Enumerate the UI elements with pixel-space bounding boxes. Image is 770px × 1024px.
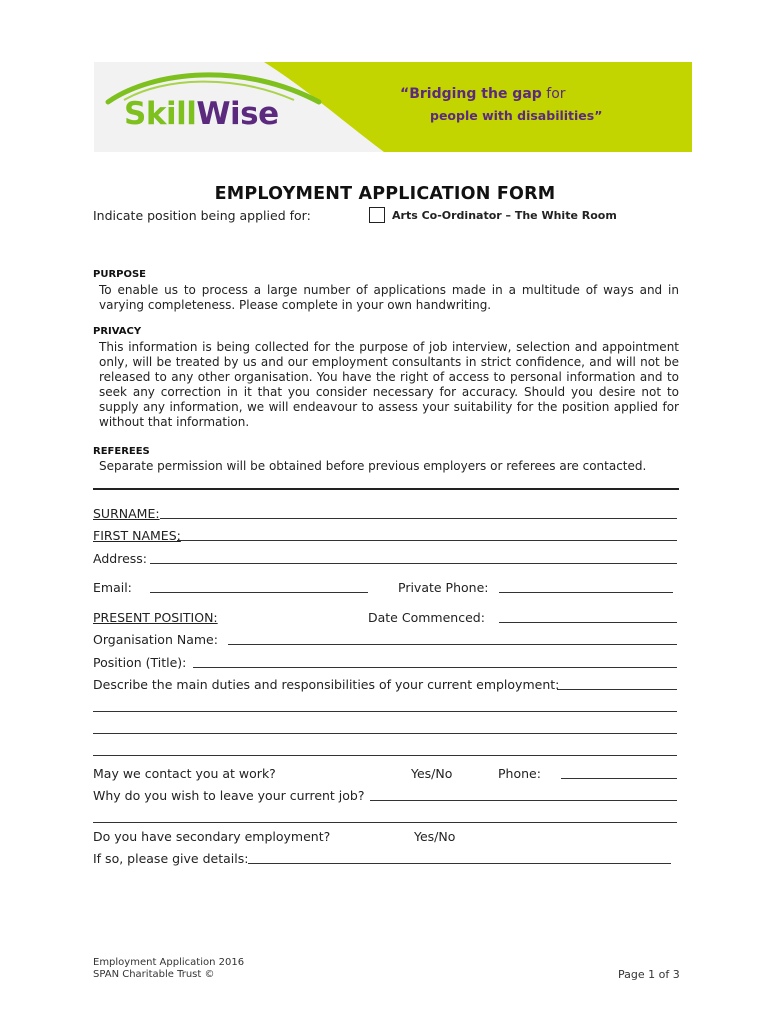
private-phone-label: Private Phone: <box>398 580 489 595</box>
email-field[interactable] <box>150 592 368 593</box>
purpose-text: To enable us to process a large number of applications made in a multitude of ways and in varying completeness. Please complete in your own handwriting. <box>99 283 679 312</box>
why-leave-label: Why do you wish to leave your current job? <box>93 788 365 803</box>
contact-at-work-yes-no[interactable]: Yes/No <box>411 766 453 781</box>
duties-field-1[interactable] <box>557 689 677 690</box>
secondary-employment-label: Do you have secondary employment? <box>93 829 331 844</box>
duties-label: Describe the main duties and responsibilities of your current employment: <box>93 677 560 692</box>
skillwise-logo <box>124 96 279 132</box>
present-position-label: PRESENT POSITION: <box>93 610 218 625</box>
date-commenced-field[interactable] <box>499 622 677 623</box>
contact-at-work-label: May we contact you at work? <box>93 766 276 781</box>
position-option-label: Arts Co-Ordinator – The White Room <box>392 209 617 222</box>
organisation-name-label: Organisation Name: <box>93 632 218 647</box>
address-field[interactable] <box>150 563 677 564</box>
duties-field-3[interactable] <box>93 733 677 734</box>
tagline-line2: people with disabilities” <box>430 108 603 123</box>
logo-wise: Wise <box>196 96 279 132</box>
email-label: Email: <box>93 580 132 595</box>
section-divider <box>93 488 679 490</box>
quote-open: “ <box>400 86 410 102</box>
referees-text: Separate permission will be obtained before previous employers or referees are contacted. <box>99 459 647 473</box>
organisation-name-field[interactable] <box>228 644 677 645</box>
duties-field-4[interactable] <box>93 755 677 756</box>
first-names-label: FIRST NAMES: <box>93 528 181 543</box>
work-phone-label: Phone: <box>498 766 541 781</box>
logo-skill: Skill <box>124 96 197 132</box>
why-leave-field-2[interactable] <box>93 822 677 823</box>
position-prompt: Indicate position being applied for: <box>93 208 311 223</box>
purpose-heading: PURPOSE <box>93 269 147 280</box>
referees-heading: REFEREES <box>93 446 150 457</box>
footer-line1: Employment Application 2016 <box>93 957 245 968</box>
surname-label: SURNAME: <box>93 506 160 521</box>
first-names-field[interactable] <box>177 540 677 541</box>
if-so-field[interactable] <box>248 863 671 864</box>
tagline-rest: for <box>541 86 566 102</box>
secondary-employment-yes-no[interactable]: Yes/No <box>414 829 456 844</box>
work-phone-field[interactable] <box>561 778 677 779</box>
private-phone-field[interactable] <box>499 592 673 593</box>
tagline-bold: Bridging the gap <box>409 86 542 102</box>
privacy-text: This information is being collected for the purpose of job interview, selection and appointment only, will be treated by us and our employment consultants in strict confidence, and will not be released to any other organisation. You have the right of access to personal information and to seek any correction in it that you consider necessary for accuracy. Should you desire not to supply any information, we will endeavour to assess your suitability for the position applied for without that information. <box>99 340 679 429</box>
position-title-label: Position (Title): <box>93 655 187 670</box>
tagline-line1 <box>400 86 566 102</box>
why-leave-field-1[interactable] <box>370 800 677 801</box>
form-title: EMPLOYMENT APPLICATION FORM <box>214 184 556 204</box>
address-label: Address: <box>93 551 147 566</box>
privacy-heading: PRIVACY <box>93 326 142 337</box>
duties-field-2[interactable] <box>93 711 677 712</box>
page-number: Page 1 of 3 <box>618 968 680 981</box>
surname-field[interactable] <box>160 518 677 519</box>
position-checkbox[interactable] <box>369 207 385 223</box>
position-title-field[interactable] <box>193 667 677 668</box>
if-so-label: If so, please give details: <box>93 851 249 866</box>
footer-line2: SPAN Charitable Trust © <box>93 969 215 980</box>
date-commenced-label: Date Commenced: <box>368 610 485 625</box>
